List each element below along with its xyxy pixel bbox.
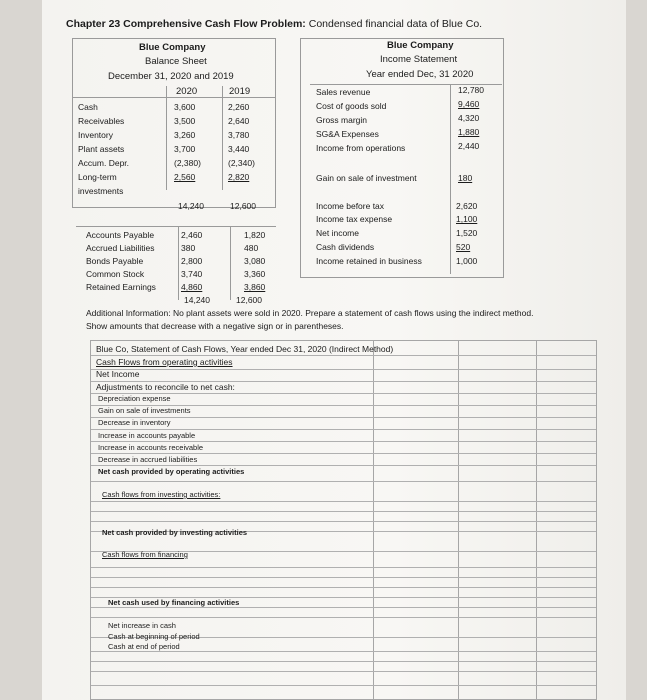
bs-col-2020: 2020 <box>176 86 198 97</box>
bs-asset-label: investments <box>78 186 124 196</box>
is-row-label: Cash dividends <box>316 242 375 252</box>
bs-total-le-2020: 14,240 <box>184 295 210 305</box>
bs-col-2019: 2019 <box>229 86 251 97</box>
is-row-label: SG&A Expenses <box>316 129 379 139</box>
bs-liability-2020: 2,460 <box>181 230 203 240</box>
bs-total-assets-2019: 12,600 <box>230 201 256 211</box>
bs-asset-2019: 2,260 <box>228 102 250 112</box>
bs-asset-label: Plant assets <box>78 144 125 154</box>
is-row-value: 2,440 <box>458 141 480 151</box>
is-row-value: 1,100 <box>456 214 478 224</box>
is-title: Income Statement <box>380 54 458 65</box>
bs-asset-label: Long-term <box>78 172 117 182</box>
is-row-label: Income from operations <box>316 143 406 153</box>
bs-liability-2019: 3,860 <box>244 282 266 292</box>
bs-asset-2020: 3,500 <box>174 116 196 126</box>
bs-asset-2019: (2,340) <box>228 158 255 168</box>
bs-liability-2020: 2,800 <box>181 256 203 266</box>
is-row-value: 2,620 <box>456 201 478 211</box>
bs-liability-label: Accounts Payable <box>86 230 155 240</box>
is-row-label: Gross margin <box>316 115 368 125</box>
bs-asset-2020: 3,260 <box>174 130 196 140</box>
cf-net-income: Net Income <box>96 369 140 379</box>
additional-info-line-1: Additional Information: No plant assets were sold in 2020. Prepare a statement of cash flows using the indirect method. <box>86 308 534 318</box>
is-row-label: Net income <box>316 228 359 238</box>
bs-asset-label: Receivables <box>78 116 125 126</box>
page-title: Chapter 23 Comprehensive Cash Flow Problem: Condensed financial data of Blue Co. <box>66 18 483 30</box>
is-company: Blue Company <box>387 40 454 51</box>
cf-investing-title: Cash flows from investing activities: <box>102 490 221 499</box>
is-row-value: 4,320 <box>458 113 480 123</box>
is-row-value: 520 <box>456 242 471 252</box>
bs-liability-2020: 4,860 <box>181 282 203 292</box>
cf-financing-title: Cash flows from financing <box>102 550 188 559</box>
bs-total-le-2019: 12,600 <box>236 295 262 305</box>
bs-date: December 31, 2020 and 2019 <box>108 71 234 82</box>
bs-liability-2019: 3,360 <box>244 269 266 279</box>
is-row-value: 12,780 <box>458 85 484 95</box>
bs-liability-label: Retained Earnings <box>86 282 156 292</box>
is-row-value: 1,000 <box>456 256 478 266</box>
bs-asset-2020: 3,600 <box>174 102 196 112</box>
bs-company: Blue Company <box>139 42 206 53</box>
cf-cash-end: Cash at end of period <box>108 642 180 651</box>
cf-dec-inventory: Decrease in inventory <box>98 418 171 427</box>
cf-net-investing: Net cash provided by investing activities <box>102 528 248 537</box>
cf-gain: Gain on sale of investments <box>98 406 191 415</box>
bs-liability-label: Common Stock <box>86 269 145 279</box>
bs-title: Balance Sheet <box>145 56 207 67</box>
is-row-value: 1,880 <box>458 127 480 137</box>
bs-asset-label: Cash <box>78 102 98 112</box>
bs-liability-2019: 3,080 <box>244 256 266 266</box>
bs-liability-2020: 3,740 <box>181 269 203 279</box>
cf-inc-ar: Increase in accounts receivable <box>98 443 204 452</box>
cf-net-increase: Net increase in cash <box>108 621 176 630</box>
cf-inc-ap: Increase in accounts payable <box>98 431 196 440</box>
is-row-value: 180 <box>458 173 473 183</box>
bs-asset-label: Accum. Depr. <box>78 158 130 168</box>
is-row-label: Income before tax <box>316 201 385 211</box>
additional-info-line-2: Show amounts that decrease with a negative sign or in parentheses. <box>86 321 344 331</box>
cf-dec-accrued: Decrease in accrued liabilities <box>98 455 198 464</box>
bs-liability-2019: 1,820 <box>244 230 266 240</box>
bs-liability-2020: 380 <box>181 243 196 253</box>
is-row-label: Cost of goods sold <box>316 101 387 111</box>
bs-asset-2020: 2,560 <box>174 172 196 182</box>
is-row-label: Income retained in business <box>316 256 422 266</box>
cf-depreciation: Depreciation expense <box>98 394 171 403</box>
bs-asset-2019: 3,780 <box>228 130 250 140</box>
bs-liability-label: Bonds Payable <box>86 256 144 266</box>
cf-net-operating: Net cash provided by operating activities <box>98 467 245 476</box>
bs-liability-label: Accrued Liabilities <box>86 243 155 253</box>
is-row-label: Sales revenue <box>316 87 371 97</box>
cf-header: Blue Co, Statement of Cash Flows, Year ended Dec 31, 2020 (Indirect Method) <box>96 344 394 354</box>
bs-asset-2019: 2,640 <box>228 116 250 126</box>
is-row-value: 1,520 <box>456 228 478 238</box>
cf-net-financing: Net cash used by financing activities <box>108 598 240 607</box>
is-row-value: 9,460 <box>458 99 480 109</box>
bs-asset-2019: 2,820 <box>228 172 250 182</box>
is-row-label: Income tax expense <box>316 214 393 224</box>
is-period: Year ended Dec, 31 2020 <box>366 69 474 80</box>
bs-asset-2020: (2,380) <box>174 158 201 168</box>
bs-liability-2019: 480 <box>244 243 259 253</box>
cf-operating-title: Cash Flows from operating activities <box>96 357 233 367</box>
cf-adjustments: Adjustments to reconcile to net cash: <box>96 382 235 392</box>
bs-total-assets-2020: 14,240 <box>178 201 204 211</box>
cf-cash-beginning: Cash at beginning of period <box>108 632 200 641</box>
is-row-label: Gain on sale of investment <box>316 173 417 183</box>
bs-asset-2019: 3,440 <box>228 144 250 154</box>
bs-asset-2020: 3,700 <box>174 144 196 154</box>
bs-asset-label: Inventory <box>78 130 113 140</box>
